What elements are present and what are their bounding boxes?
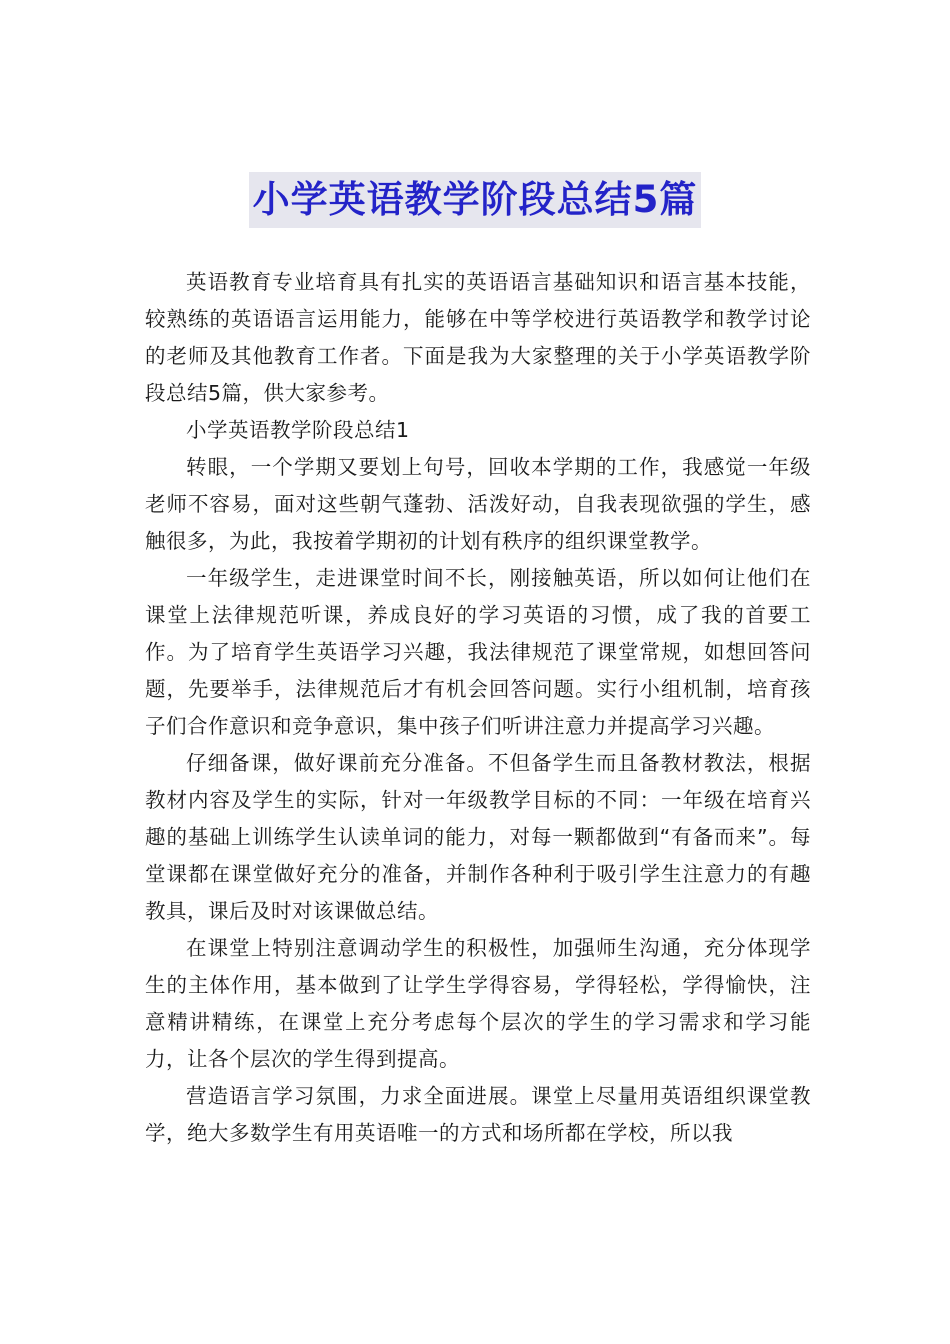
body-paragraph: 仔细备课，做好课前充分准备。不但备学生而且备教材教法，根据教材内容及学生的实际，针对一年级教学目标的不同：一年级在培育兴趣的基础上训练学生认读单词的能力，对每一颗都做到“有备而来”。每堂课都在课堂做好充分的准备，并制作各种利于吸引学生注意力的有趣教具，课后及时对该课做总结。 — [145, 751, 811, 923]
body-paragraph: 转眼，一个学期又要划上句号，回收本学期的工作，我感觉一年级老师不容易，面对这些朝气蓬勃、活泼好动，自我表现欲强的学生，感触很多，为此，我按着学期初的计划有秩序的组织课堂教学。 — [145, 455, 811, 553]
body-paragraph: 一年级学生，走进课堂时间不长，刚接触英语，所以如何让他们在课堂上法律规范听课，养成良好的学习英语的习惯，成了我的首要工作。为了培育学生英语学习兴趣，我法律规范了课堂常规，如想回答问题，先要举手，法律规范后才有机会回答问题。实行小组机制，培育孩子们合作意识和竞争意识，集中孩子们听讲注意力并提高学习兴趣。 — [145, 566, 811, 738]
title-container — [0, 172, 950, 228]
document-title: 小学英语教学阶段总结5篇 — [249, 172, 702, 228]
document-body — [145, 264, 811, 1152]
section-heading: 小学英语教学阶段总结1 — [186, 418, 410, 442]
intro-paragraph: 英语教育专业培育具有扎实的英语语言基础知识和语言基本技能，较熟练的英语语言运用能力，能够在中等学校进行英语教学和教学讨论的老师及其他教育工作者。下面是我为大家整理的关于小学英语教学阶段总结5篇，供大家参考。 — [145, 270, 811, 405]
body-paragraph: 营造语言学习氛围，力求全面进展。课堂上尽量用英语组织课堂教学，绝大多数学生有用英语唯一的方式和场所都在学校，所以我 — [145, 1084, 811, 1145]
body-paragraph: 在课堂上特别注意调动学生的积极性，加强师生沟通，充分体现学生的主体作用，基本做到了让学生学得容易，学得轻松，学得愉快，注意精讲精练，在课堂上充分考虑每个层次的学生的学习需求和学习能力，让各个层次的学生得到提高。 — [145, 936, 811, 1071]
